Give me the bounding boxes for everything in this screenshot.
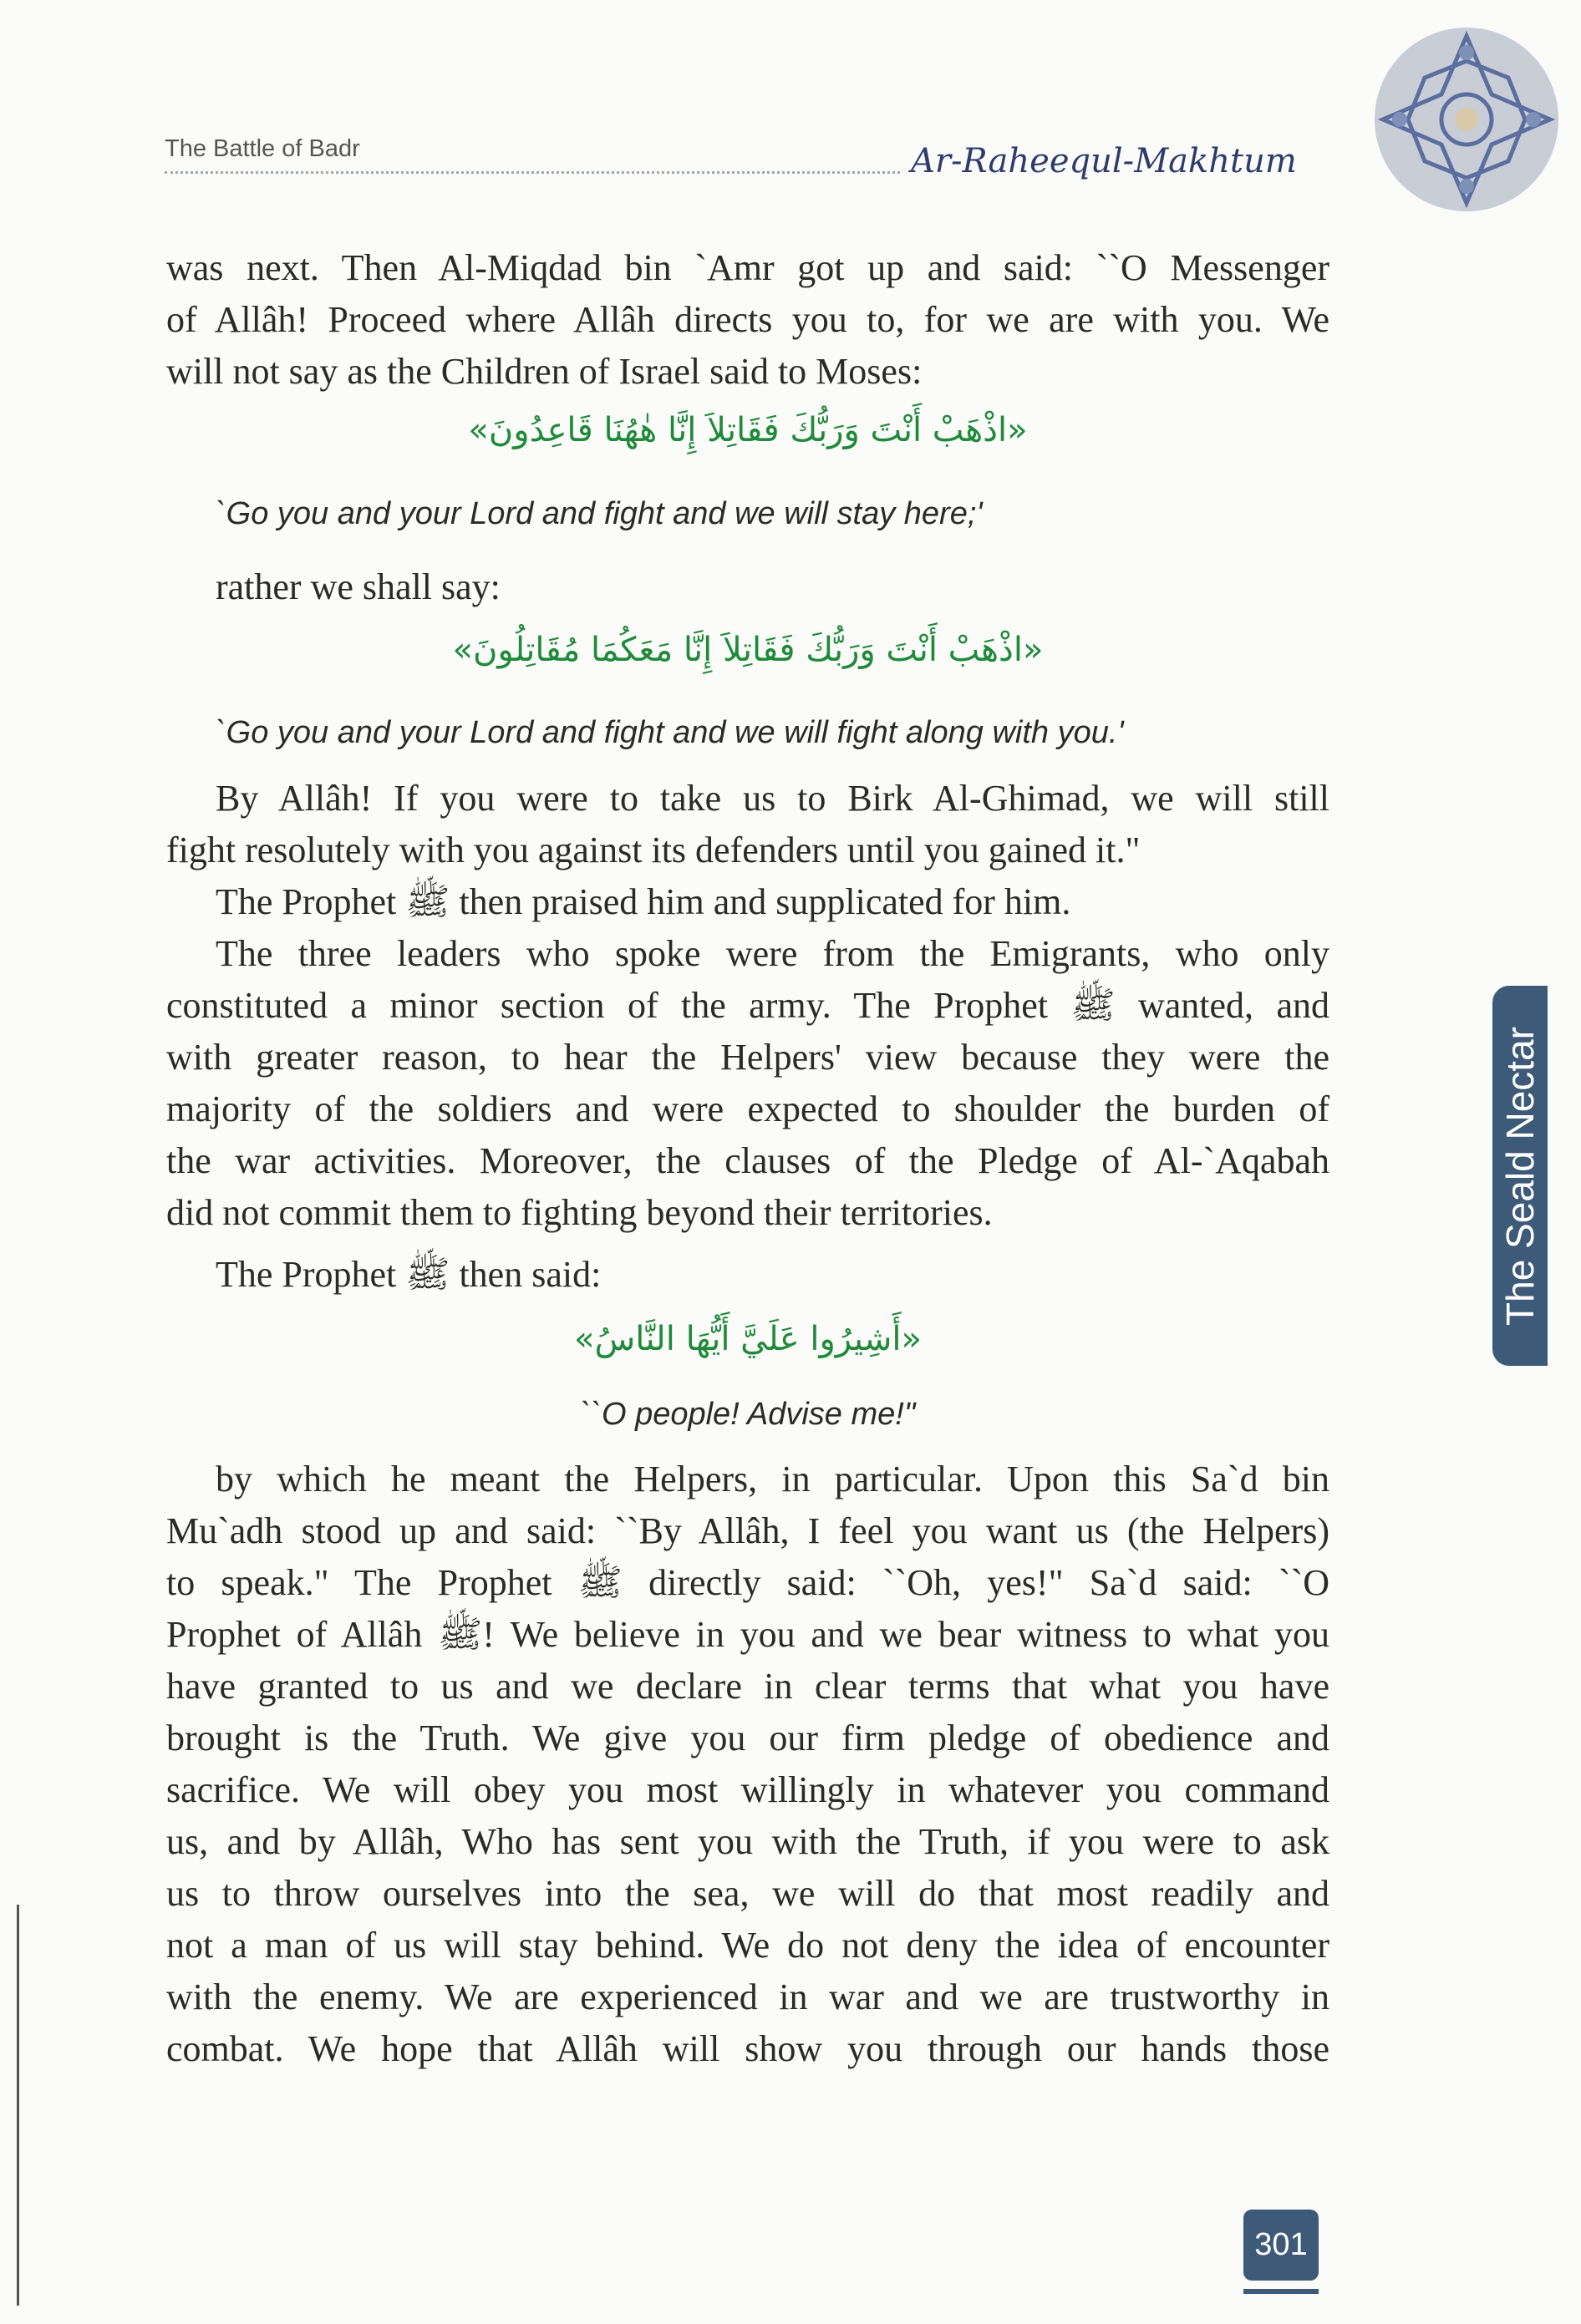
page-edge-line [17, 1905, 19, 2306]
paragraph-line: Mu`adh stood up and said: ``By Allâh, I feel you want us (the Helpers) [166, 1510, 1329, 1551]
paragraph-line: majority of the soldiers and were expected to shoulder the burden of [166, 1088, 1329, 1129]
running-header-book-title: Ar-Raheequl-Makhtum [911, 142, 1297, 180]
paragraph-line: sacrifice. We will obey you most willingly in whatever you command [166, 1769, 1329, 1810]
running-header-chapter: The Battle of Badr [165, 135, 360, 162]
side-tab-label: The Seald Nectar [1498, 1026, 1542, 1326]
paragraph-line: with the enemy. We are experienced in war and we are trustworthy in [166, 1976, 1329, 2017]
geometric-ornament-icon [1370, 23, 1563, 216]
paragraph-line: of Allâh! Proceed where Allâh directs you to, for we are with you. We [166, 299, 1329, 340]
paragraph-line: By Allâh! If you were to take us to Birk Al-Ghimad, we will still [216, 778, 1329, 819]
paragraph-line: The three leaders who spoke were from the Emigrants, who only [216, 933, 1329, 974]
arabic-verse: «اذْهَبْ أَنْتَ وَرَبُّكَ فَقَاتِلاَ إِنَّا مَعَكُمَا مُقَاتِلُونَ» [452, 631, 1044, 669]
paragraph-line: combat. We hope that Allâh will show you through our hands those [166, 2028, 1329, 2069]
paragraph-line: the war activities. Moreover, the clauses of the Pledge of Al-`Aqabah [166, 1140, 1329, 1181]
arabic-verse: «اذْهَبْ أَنْتَ وَرَبُّكَ فَقَاتِلاَ إِنَّا هٰهُنَا قَاعِدُونَ» [468, 411, 1028, 449]
paragraph-line: fight resolutely with you against its defenders until you gained it." [166, 830, 1141, 870]
verse-translation: ``O people! Advise me!" [580, 1397, 916, 1432]
paragraph-line: will not say as the Children of Israel said to Moses: [166, 351, 923, 392]
paragraph-line: by which he meant the Helpers, in particular. Upon this Sa`d bin [216, 1459, 1329, 1499]
paragraph-line: Prophet of Allâh ﷺ! We believe in you and we bear witness to what you [166, 1614, 1330, 1655]
page-number: 301 [1243, 2210, 1319, 2281]
paragraph-line: have granted to us and we declare in clear terms that what you have [166, 1666, 1329, 1707]
paragraph-line: with greater reason, to hear the Helpers' view because they were the [166, 1037, 1329, 1078]
paragraph-line: The Prophet ﷺ then praised him and supplicated for him. [216, 881, 1071, 922]
arabic-verse: «أَشِيرُوا عَلَيَّ أَيُّهَا النَّاسُ» [574, 1320, 922, 1358]
paragraph-line: to speak." The Prophet ﷺ directly said: ``Oh, yes!" Sa`d said: ``O [166, 1562, 1329, 1603]
paragraph-line: us, and by Allâh, Who has sent you with the Truth, if you were to ask [166, 1821, 1329, 1862]
paragraph-line: The Prophet ﷺ then said: [216, 1254, 602, 1295]
paragraph-line: not a man of us will stay behind. We do not deny the idea of encounter [166, 1925, 1329, 1966]
side-tab-label-wrap [1492, 986, 1548, 1366]
verse-translation: `Go you and your Lord and fight and we will fight along with you.' [216, 715, 1124, 750]
verse-translation: `Go you and your Lord and fight and we will stay here;' [216, 496, 983, 531]
paragraph-line: us to throw ourselves into the sea, we will do that most readily and [166, 1873, 1329, 1914]
paragraph-line: rather we shall say: [216, 566, 501, 607]
paragraph-line: brought is the Truth. We give you our firm pledge of obedience and [166, 1718, 1329, 1758]
paragraph-line: did not commit them to fighting beyond their territories. [166, 1192, 993, 1233]
header-divider [165, 171, 900, 174]
paragraph-line: constituted a minor section of the army. The Prophet ﷺ wanted, and [166, 985, 1329, 1026]
page-number-underline [1243, 2289, 1319, 2294]
paragraph-line: was next. Then Al-Miqdad bin `Amr got up and said: ``O Messenger [166, 247, 1329, 288]
